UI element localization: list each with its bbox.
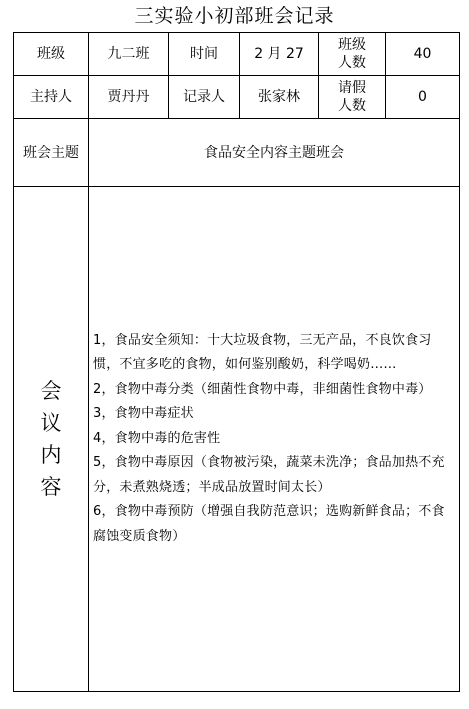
content-item: 5，食物中毒原因（食物被污染，蔬菜未洗净；食品加热不充分，未煮熟烧透；半成品放置时间太长） [93,455,445,495]
leave-count-value: 0 [386,76,460,119]
table-row-content [14,187,460,692]
table-row-theme [14,119,460,187]
content-item: 4，食物中毒的危害性 [93,430,221,446]
class-value: 九二班 [89,33,169,76]
class-count-value: 40 [386,33,460,76]
table-row-staff-info [14,76,460,119]
time-value: 2 月 27 [240,33,319,76]
table-row-class-info [14,33,460,76]
leave-count-label: 请假人数 [319,76,386,119]
theme-label: 班会主题 [14,119,89,187]
class-count-label: 班级人数 [319,33,386,76]
recorder-label: 记录人 [169,76,240,119]
content-item: 1，食品安全须知：十大垃圾食物，三无产品，不良饮食习惯，不宜多吃的食物，如何鉴别酸奶，科学喝奶…… [93,332,432,373]
content-item: 3，食物中毒症状 [93,406,194,422]
theme-value: 食品安全内容主题班会 [89,119,460,187]
meeting-record-table [13,32,460,692]
host-label: 主持人 [14,76,89,119]
recorder-value: 张家林 [240,76,319,119]
class-label: 班级 [14,33,89,76]
content-body [89,187,460,692]
content-item: 2，食物中毒分类（细菌性食物中毒，非细菌性食物中毒） [93,381,432,397]
content-item: 6，食物中毒预防（增强自我防范意识；选购新鲜食品；不食腐蚀变质食物） [93,504,445,544]
document-title: 三实验小初部班会记录 [134,5,335,27]
time-label: 时间 [169,33,240,76]
host-value: 贾丹丹 [89,76,169,119]
content-label: 会议内容 [14,187,89,692]
